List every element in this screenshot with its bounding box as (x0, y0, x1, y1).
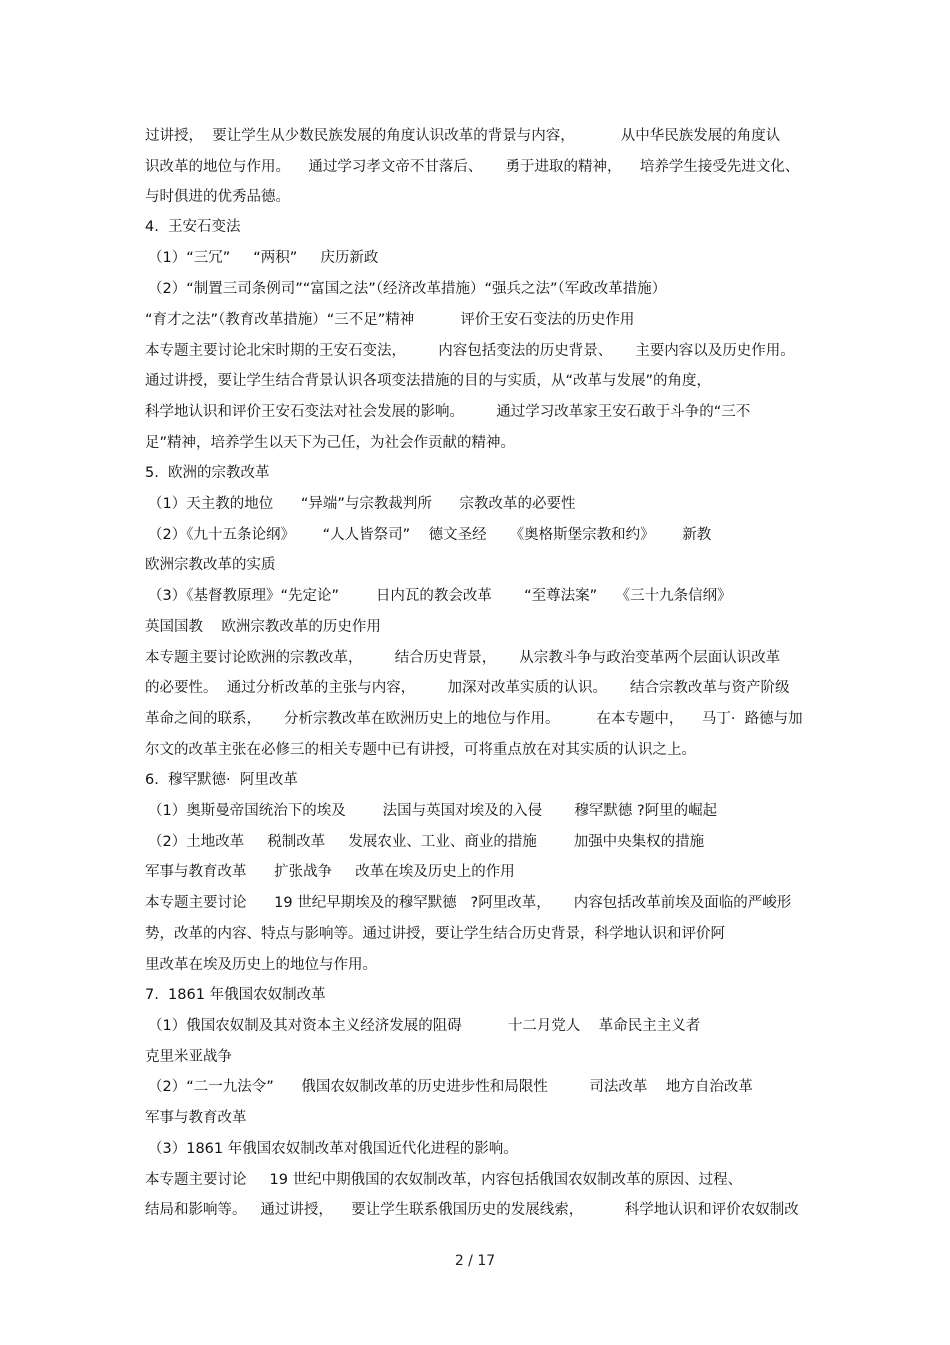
text-line: 的必要性。 通过分析改革的主张与内容， 加深对改革实质的认识。 结合宗教改革与资产阶级 (145, 680, 790, 696)
text-line: （1）俄国农奴制及其对资本主义经济发展的阻碍 十二月党人 革命民主主义者 (148, 1018, 701, 1034)
text-line: 科学地认识和评价王安石变法对社会发展的影响。 通过学习改革家王安石敢于斗争的“三不 (145, 404, 751, 420)
text-line: 本专题主要讨论 19 世纪早期埃及的穆罕默德 ?阿里改革， 内容包括改革前埃及面临的严峻形 (145, 895, 792, 911)
text-line: 足”精神，培养学生以天下为己任，为社会作贡献的精神。 (145, 435, 516, 451)
text-line: 通过讲授，要让学生结合背景认识各项变法措施的目的与实质，从“改革与发展”的角度， (145, 373, 712, 389)
text-line: 势，改革的内容、特点与影响等。通过讲授，要让学生结合历史背景，科学地认识和评价阿 (145, 926, 725, 942)
text-line: 本专题主要讨论欧洲的宗教改革， 结合历史背景， 从宗教斗争与政治变革两个层面认识改革 (145, 650, 781, 666)
section-heading: 5. 欧洲的宗教改革 (145, 465, 270, 481)
section-heading: 6. 穆罕默德· 阿里改革 (145, 772, 298, 788)
page-number: 2 / 17 (454, 1253, 496, 1269)
text-line: “育才之法”（教育改革措施）“三不足”精神 评价王安石变法的历史作用 (145, 312, 635, 328)
text-line: 欧洲宗教改革的实质 (145, 557, 276, 573)
text-line: 克里米亚战争 (145, 1049, 232, 1065)
text-line: （2）土地改革 税制改革 发展农业、工业、商业的措施 加强中央集权的措施 (148, 834, 705, 850)
text-line: （2）“二一九法令” 俄国农奴制改革的历史进步性和局限性 司法改革 地方自治改革 (148, 1079, 753, 1095)
text-line: （1）奥斯曼帝国统治下的埃及 法国与英国对埃及的入侵 穆罕默德 ?阿里的崛起 (148, 803, 718, 819)
text-line: 尔文的改革主张在必修三的相关专题中已有讲授，可将重点放在对其实质的认识之上。 (145, 742, 696, 758)
text-line: 军事与教育改革 (145, 1110, 247, 1126)
text-line: 英国国教 欧洲宗教改革的历史作用 (145, 619, 381, 635)
text-line: 识改革的地位与作用。 通过学习孝文帝不甘落后、 勇于进取的精神， 培养学生接受先进文化、 (145, 159, 800, 175)
text-line: 与时俱进的优秀品德。 (145, 189, 290, 205)
text-line: （1）天主教的地位 “异端”与宗教裁判所 宗教改革的必要性 (148, 496, 576, 512)
section-heading: 4. 王安石变法 (145, 219, 241, 235)
text-line: 里改革在埃及历史上的地位与作用。 (145, 957, 377, 973)
text-line: 过讲授， 要让学生从少数民族发展的角度认识改革的背景与内容， 从中华民族发展的角度认 (145, 128, 781, 144)
text-line: （3）1861 年俄国农奴制改革对俄国近代化进程的影响。 (148, 1141, 518, 1157)
text-line: 革命之间的联系， 分析宗教改革在欧洲历史上的地位与作用。 在本专题中， 马丁· 路德与加 (145, 711, 803, 727)
text-line: （2）“制置三司条例司”“富国之法”（经济改革措施）“强兵之法”（军政改革措施） (148, 281, 667, 297)
section-heading: 7. 1861 年俄国农奴制改革 (145, 987, 326, 1003)
text-line: （2）《九十五条论纲》 “人人皆祭司” 德文圣经 《奥格斯堡宗教和约》 新教 (148, 527, 712, 543)
text-line: （3）《基督教原理》“先定论” 日内瓦的教会改革 “至尊法案” 《三十九条信纲》 (148, 588, 732, 604)
text-line: 本专题主要讨论 19 世纪中期俄国的农奴制改革，内容包括俄国农奴制改革的原因、过程、 (145, 1172, 743, 1188)
text-line: 本专题主要讨论北宋时期的王安石变法， 内容包括变法的历史背景、 主要内容以及历史作用。 (145, 343, 795, 359)
text-line: 结局和影响等。 通过讲授， 要让学生联系俄国历史的发展线索， 科学地认识和评价农奴制改 (145, 1202, 799, 1218)
text-line: 军事与教育改革 扩张战争 改革在埃及历史上的作用 (145, 864, 515, 880)
text-line: （1）“三冗” “两积” 庆历新政 (148, 250, 379, 266)
